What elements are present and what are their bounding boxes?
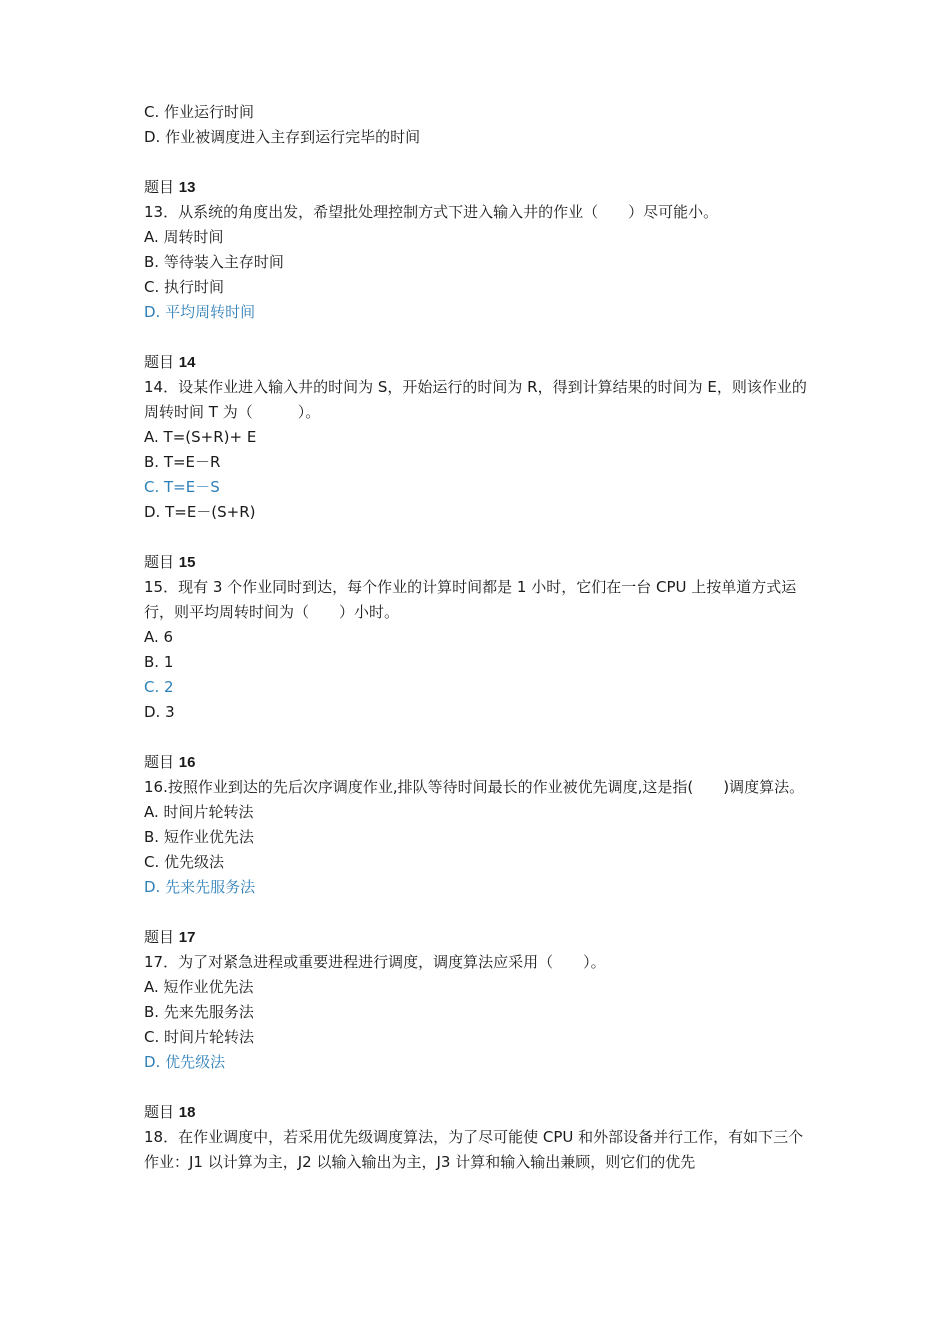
q17-option-a: A. 短作业优先法 — [144, 978, 254, 996]
q13-label: 题目 — [144, 178, 175, 196]
q15-option-b: B. 1 — [144, 653, 174, 671]
q14-number: 14 — [178, 354, 196, 371]
q16-option-a: A. 时间片轮转法 — [144, 803, 254, 821]
q16-label: 题目 — [144, 753, 175, 771]
q15-stem: 15．现有 3 个作业同时到达，每个作业的计算时间都是 1 小时，它们在一台 CPU 上按单道方式运行，则平均周转时间为（ ）小时。 — [144, 578, 797, 621]
q17-number: 17 — [178, 929, 196, 946]
q13-heading — [144, 175, 812, 200]
q16-option-d-correct: D. 先来先服务法 — [144, 878, 256, 896]
q13-option-b: B. 等待装入主存时间 — [144, 253, 284, 271]
q15-label: 题目 — [144, 553, 175, 571]
q18-number: 18 — [178, 1104, 196, 1121]
q16-option-c: C. 优先级法 — [144, 853, 225, 871]
q18-heading — [144, 1100, 812, 1125]
q13-option-a: A. 周转时间 — [144, 228, 224, 246]
q14-option-c-correct: C. T=E－S — [144, 478, 220, 496]
q13-stem: 13．从系统的角度出发，希望批处理控制方式下进入输入井的作业（ ）尽可能小。 — [144, 203, 719, 221]
q12-option-c: C. 作业运行时间 — [144, 103, 255, 121]
q14-option-b: B. T=E－R — [144, 453, 221, 471]
q17-stem: 17．为了对紧急进程或重要进程进行调度，调度算法应采用（ ）。 — [144, 953, 606, 971]
q17-option-d-correct: D. 优先级法 — [144, 1053, 226, 1071]
q14-option-a: A. T=(S+R)+ E — [144, 428, 257, 446]
q13-option-d-correct: D. 平均周转时间 — [144, 303, 256, 321]
q16-number: 16 — [178, 754, 196, 771]
q14-option-d: D. T=E－(S+R) — [144, 503, 256, 521]
q14-stem: 14．设某作业进入输入井的时间为 S，开始运行的时间为 R，得到计算结果的时间为 E，则该作业的周转时间 T 为（ ）。 — [144, 378, 807, 421]
document-page — [144, 100, 812, 1175]
q16-option-b: B. 短作业优先法 — [144, 828, 254, 846]
q16-heading — [144, 750, 812, 775]
q15-number: 15 — [178, 554, 196, 571]
q18-stem: 18．在作业调度中，若采用优先级调度算法，为了尽可能使 CPU 和外部设备并行工作，有如下三个作业：J1 以计算为主，J2 以输入输出为主，J3 计算和输入输出兼顾，则它们的优先 — [144, 1128, 804, 1171]
q17-option-c: C. 时间片轮转法 — [144, 1028, 255, 1046]
q15-heading — [144, 550, 812, 575]
q17-heading — [144, 925, 812, 950]
q15-option-c-correct: C. 2 — [144, 678, 174, 696]
q15-option-d: D. 3 — [144, 703, 175, 721]
q14-heading — [144, 350, 812, 375]
q17-label: 题目 — [144, 928, 175, 946]
q18-label: 题目 — [144, 1103, 175, 1121]
q13-number: 13 — [178, 179, 196, 196]
q13-option-c: C. 执行时间 — [144, 278, 225, 296]
q17-option-b: B. 先来先服务法 — [144, 1003, 254, 1021]
q16-stem: 16.按照作业到达的先后次序调度作业,排队等待时间最长的作业被优先调度,这是指( )调度算法。 — [144, 778, 805, 796]
q12-option-d: D. 作业被调度进入主存到运行完毕的时间 — [144, 128, 421, 146]
q15-option-a: A. 6 — [144, 628, 174, 646]
q14-label: 题目 — [144, 353, 175, 371]
